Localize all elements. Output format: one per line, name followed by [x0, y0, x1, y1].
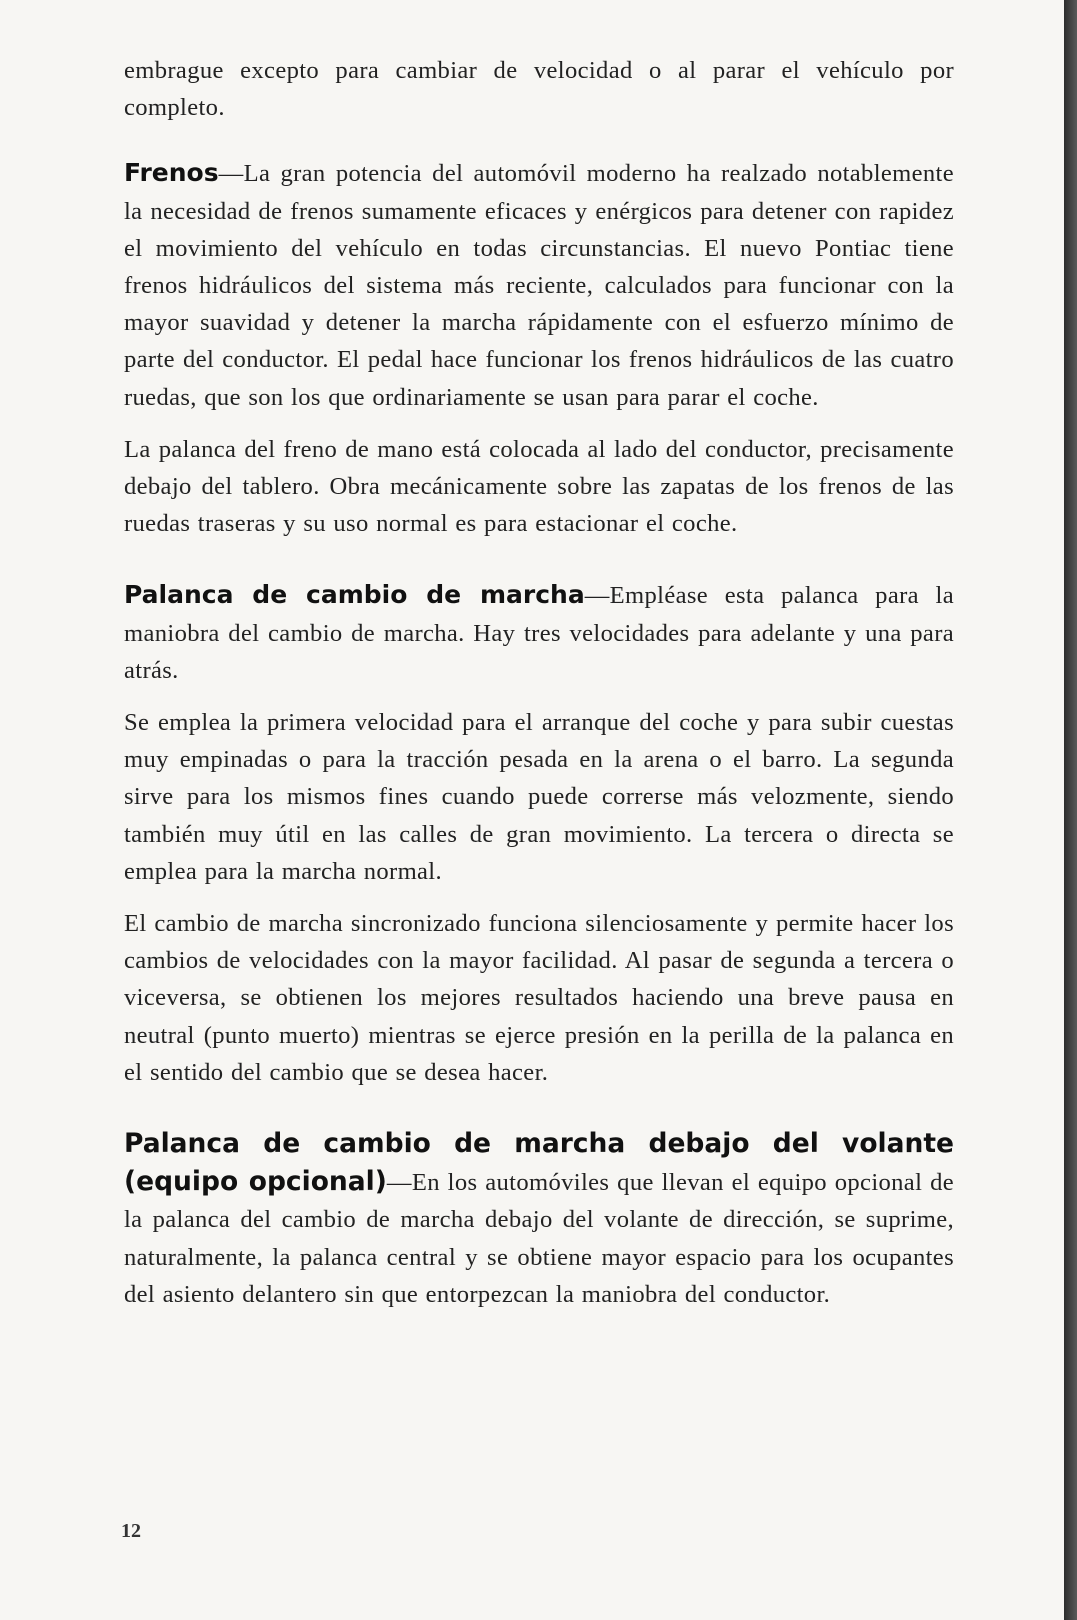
frenos-body: —La gran potencia del automóvil moderno ha realzado notablemente la necesidad de frenos sumamente eficaces y enérgicos para detener con rapidez el movimiento del vehículo en todas circunstancias. El nuevo Pontiac tiene frenos hidráulicos del sistema más reciente, calculados para funcionar con la mayor suavidad y detener la marcha rápidamente con el esfuerzo mínimo de parte del conductor. El pedal hace funcionar los frenos hidráulicos de las cuatro ruedas, que son los que ordinariamente se usan para parar el coche.: [124, 160, 954, 411]
volante-heading: Palanca de cambio de marcha debajo del volante (equipo opcional): [124, 1128, 954, 1198]
page-content: [124, 52, 954, 1313]
volante-paragraph: [124, 1125, 954, 1313]
cambio-heading: Palanca de cambio de marcha: [124, 580, 585, 610]
page-edge-shadow: [1064, 0, 1077, 1620]
intro-paragraph: embrague excepto para cambiar de velocidad o al parar el vehículo por completo.: [124, 57, 954, 122]
frenos-heading: Frenos: [124, 158, 219, 188]
velocidades-paragraph: Se emplea la primera velocidad para el arranque del coche y para subir cuestas muy empinadas o para la tracción pesada en la arena o el barro. La segunda sirve para los mismos fines cuando puede correrse más velozmente, siendo también muy útil en las calles de gran movimiento. La tercera o directa se emplea para la marcha normal.: [124, 709, 954, 885]
freno-mano-paragraph: La palanca del freno de mano está colocada al lado del conductor, precisamente debajo del tablero. Obra mecánicamente sobre las zapatas de los frenos de las ruedas traseras y su uso normal es para estacionar el coche.: [124, 435, 954, 538]
cambio-paragraph: [124, 576, 954, 689]
page-number: 12: [121, 1520, 141, 1542]
cambio-body: —Empléase esta palanca para la maniobra del cambio de marcha. Hay tres velocidades para adelante y una para atrás.: [124, 582, 954, 684]
volante-body: —En los automóviles que llevan el equipo opcional de la palanca del cambio de marcha debajo del volante de dirección, se suprime, naturalmente, la palanca central y se obtiene mayor espacio para los ocupantes del asiento delantero sin que entorpezcan la maniobra del conductor.: [124, 1169, 955, 1308]
sincronizado-paragraph: El cambio de marcha sincronizado funciona silenciosamente y permite hacer los cambios de velocidades con la mayor facilidad. Al pasar de segunda a tercera o viceversa, se obtienen los mejores resultados haciendo una breve pausa en neutral (punto muerto) mientras se ejerce presión en la perilla de la palanca en el sentido del cambio que se desea hacer.: [124, 910, 954, 1086]
frenos-paragraph: [124, 154, 954, 415]
